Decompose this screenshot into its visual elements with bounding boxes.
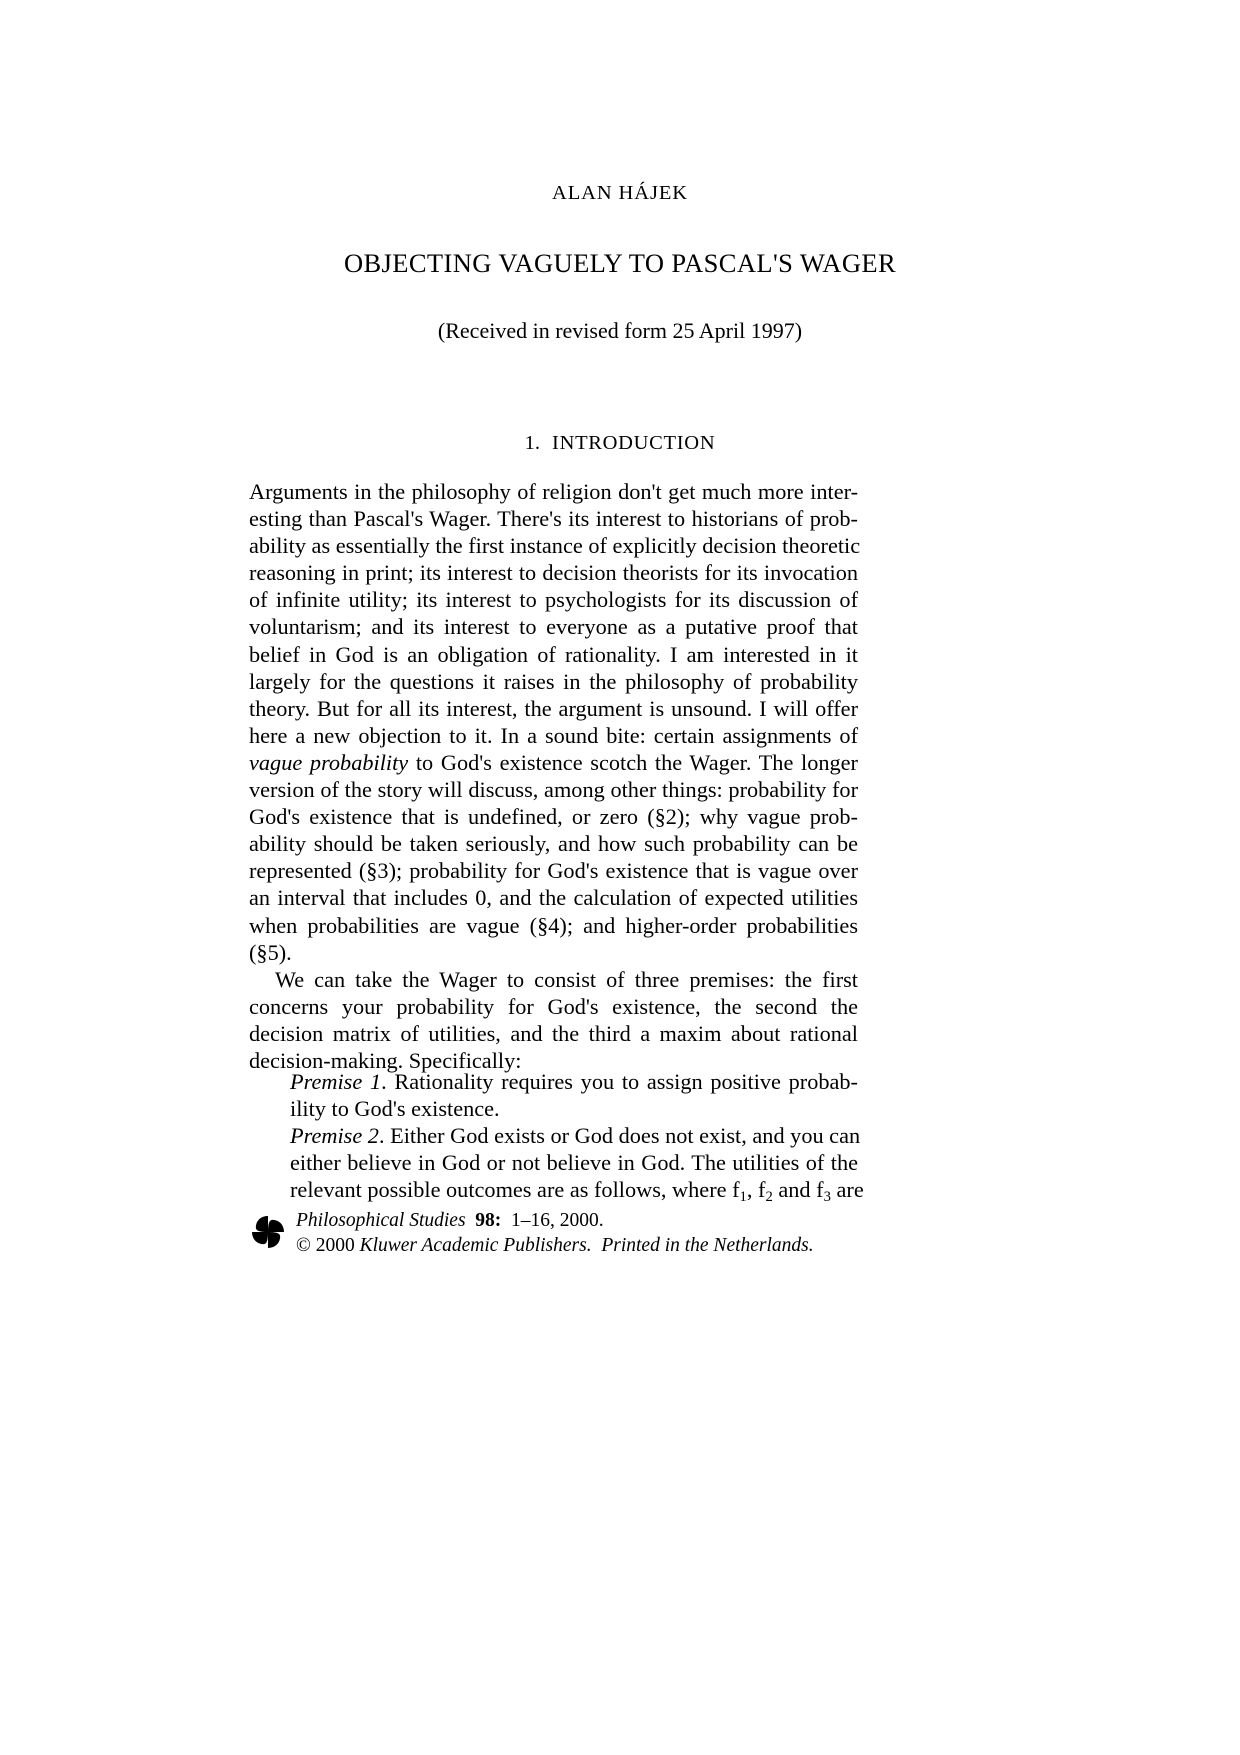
text-line: ility to God's existence.	[290, 1096, 500, 1122]
text-line: either believe in God or not believe in God. The utilities of the	[290, 1150, 858, 1176]
paragraph-wager-premises	[249, 966, 858, 1074]
text-line: theory. But for all its interest, the argument is unsound. I will offer	[249, 695, 858, 721]
journal-name: Philosophical Studies	[296, 1210, 466, 1231]
section-heading	[0, 432, 1240, 455]
printed-location: Printed in the Netherlands.	[601, 1235, 814, 1256]
text-line-with-italic	[249, 749, 858, 776]
text-line: largely for the questions it raises in the philosophy of probability	[249, 668, 858, 694]
text-line: decision matrix of utilities, and the third a maxim about rational	[249, 1020, 858, 1046]
received-date: (Received in revised form 25 April 1997)	[437, 318, 803, 343]
premise-2	[290, 1122, 864, 1206]
text-line: of infinite utility; its interest to psychologists for its discussion of	[249, 587, 858, 613]
text-line: ability as essentially the first instance of explicitly decision theoretic	[249, 533, 861, 559]
premise-1-label: Premise 1	[290, 1069, 382, 1094]
text-line: esting than Pascal's Wager. There's its interest to historians of prob-	[249, 506, 858, 532]
text-line: God's existence that is undefined, or zero (§2); why vague prob-	[249, 804, 858, 830]
publisher-name: Kluwer Academic Publishers.	[359, 1235, 592, 1256]
text-line-rest: to God's existence scotch the Wager. The longer	[408, 749, 858, 775]
text-line: an interval that includes 0, and the calculation of expected utilities	[249, 885, 858, 911]
journal-citation-line	[296, 1208, 871, 1233]
subscript-2: 2	[765, 1189, 773, 1206]
text-segment: relevant possible outcomes are as follows, where f	[290, 1177, 740, 1203]
text-line-with-subscripts	[290, 1176, 864, 1206]
text-line: version of the story will discuss, among other things: probability for	[249, 777, 858, 803]
text-segment: and f	[772, 1177, 824, 1203]
journal-volume: 98:	[475, 1210, 502, 1231]
premises-block	[290, 1068, 864, 1206]
italic-term: vague probability	[249, 749, 409, 775]
text-line: when probabilities are vague (§4); and higher-order probabilities	[249, 912, 858, 938]
premise-2-text: . Either God exists or God does not exist, and you can	[378, 1123, 861, 1149]
paragraph-introduction	[249, 478, 861, 966]
author-name: ALAN HÁJEK	[552, 182, 688, 204]
text-line: concerns your probability for God's existence, the second the	[249, 993, 858, 1019]
text-line: ability should be taken seriously, and how such probability can be	[249, 831, 858, 857]
text-segment: , f	[746, 1177, 766, 1203]
text-segment: are	[830, 1177, 864, 1203]
page-title: OBJECTING VAGUELY TO PASCAL'S WAGER	[343, 248, 897, 278]
text-line: Arguments in the philosophy of religion don't get much more inter-	[249, 479, 858, 504]
premise-1-text: . Rationality requires you to assign positive probab-	[381, 1069, 858, 1094]
copyright-line	[296, 1233, 871, 1258]
premise-2-label: Premise 2	[290, 1123, 379, 1149]
premise-1	[290, 1068, 858, 1122]
kluwer-pinwheel-logo-icon	[249, 1212, 287, 1252]
footer-text-block	[296, 1208, 871, 1258]
subscript-1: 1	[739, 1189, 747, 1206]
text-line-premise-2-first	[290, 1122, 861, 1149]
text-line: reasoning in print; its interest to decision theorists for its invocation	[249, 560, 858, 586]
text-line: decision-making. Specifically:	[249, 1047, 522, 1073]
section-number: 1.	[524, 432, 541, 454]
body-column	[249, 478, 861, 1074]
text-line: We can take the Wager to consist of three premises: the first	[275, 966, 858, 992]
text-line: voluntarism; and its interest to everyone as a putative proof that	[249, 614, 858, 640]
text-line: belief in God is an obligation of rationality. I am interested in it	[249, 641, 858, 667]
copyright-year: 2000	[315, 1235, 355, 1256]
subscript-3: 3	[823, 1189, 831, 1206]
text-line: (§5).	[249, 939, 292, 965]
text-line-premise-1-first	[290, 1068, 858, 1095]
text-line: here a new objection to it. In a sound bite: certain assignments of	[249, 722, 858, 748]
copyright-icon: ©	[296, 1235, 311, 1256]
journal-pages: 1–16, 2000.	[511, 1210, 604, 1231]
text-line: represented (§3); probability for God's existence that is vague over	[249, 858, 858, 884]
section-name: INTRODUCTION	[552, 432, 716, 454]
